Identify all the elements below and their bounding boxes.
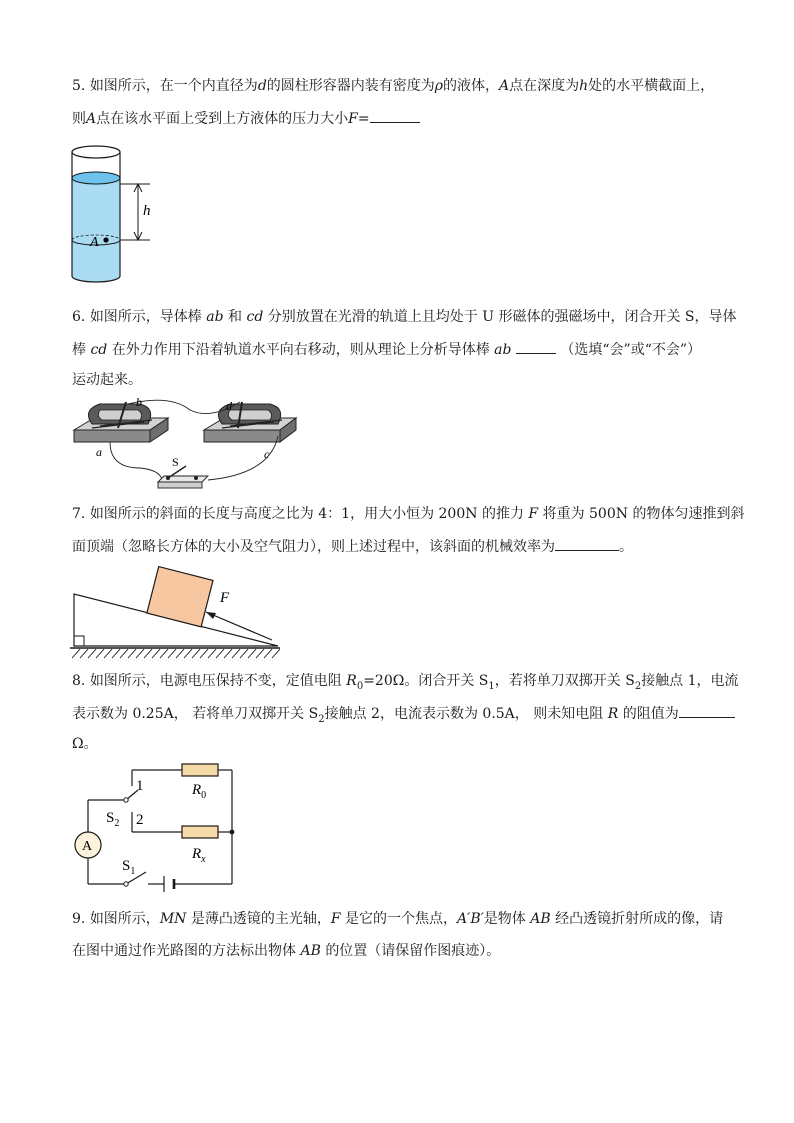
q7-line1: 7. 如图所示的斜面的长度与高度之比为 4：1，用大小恒为 200N 的推力 F 将重为 500N 的物体匀速推到斜 — [72, 506, 745, 522]
label-a: a — [96, 445, 102, 459]
s1-pivot — [124, 882, 128, 886]
junction — [230, 830, 235, 835]
label-s1: $S_1$ — [122, 858, 136, 877]
label-a: A — [90, 235, 99, 250]
q6-line1: 6. 如图所示，导体棒 ab 和 cd 分别放置在光滑的轨道上且均处于 U 形磁体的强磁场中，闭合开关 S，导体 — [72, 309, 737, 325]
q9-line2: 在图中通过作光路图的方法标出物体 AB 的位置（请保留作图痕迹）。 — [72, 943, 501, 959]
q6-line2: 棒 cd 在外力作用下沿着轨道水平向右移动，则从理论上分析导体棒 ab （选填“会”或“不会”） — [72, 339, 701, 360]
label-r0: $R_0$ — [192, 782, 207, 801]
q5-cylinder-figure — [66, 140, 176, 292]
label-c: c — [264, 447, 270, 461]
liquid — [72, 178, 120, 282]
s2-pivot — [124, 798, 128, 802]
switch-s — [158, 476, 208, 482]
resistor-rx — [182, 826, 218, 838]
svg-text:A: A — [82, 839, 93, 854]
cylinder-top — [72, 146, 120, 158]
q5-number: 5. — [72, 78, 86, 94]
q6-answer-blank[interactable] — [516, 339, 556, 354]
label-s: S — [172, 455, 179, 469]
q6-number: 6. — [72, 309, 86, 325]
label-contact-2: 2 — [136, 812, 144, 828]
label-s2: $S_2$ — [106, 810, 120, 829]
q9-number: 9. — [72, 911, 86, 927]
label-b: b — [136, 396, 142, 409]
q8-circuit-figure — [70, 760, 246, 894]
q5-answer-blank[interactable] — [370, 108, 420, 123]
q7-number: 7. — [72, 506, 86, 522]
q8-line3: Ω。 — [72, 736, 98, 752]
q8-number: 8. — [72, 673, 86, 689]
q8-answer-blank[interactable] — [679, 703, 735, 718]
q5-line1: 5. 如图所示，在一个内直径为d的圆柱形容器内装有密度为ρ的液体，A点在深度为h处的水平横截面上， — [72, 78, 715, 94]
label-h: h — [143, 203, 151, 219]
q8-line2: 表示数为 0.25A， 若将单刀双掷开关 $S_2$接触点 2，电流表示数为 0.5A， 则未知电阻 R 的阻值为 — [72, 703, 735, 730]
q7-answer-blank[interactable] — [555, 536, 619, 551]
q7-incline-figure — [66, 560, 286, 664]
label-f: F — [220, 590, 230, 606]
q6-magnets-figure — [70, 396, 306, 494]
q8-line1: 8. 如图所示，电源电压保持不变，定值电阻 $R_0=20\Omega$。闭合开关 $S_1$，若将单刀双掷开关 $S_2$接触点 1，电流 — [72, 673, 739, 692]
resistor-r0 — [182, 764, 218, 776]
q9-line1: 9. 如图所示，MN 是薄凸透镜的主光轴，F 是它的一个焦点，A′B′是物体 AB 经凸透镜折射所成的像，请 — [72, 911, 724, 927]
label-rx: $R_x$ — [192, 846, 206, 865]
label-contact-1: 1 — [136, 778, 144, 794]
label-d: d — [226, 399, 232, 413]
q6-line3: 运动起来。 — [72, 372, 142, 388]
point-a — [103, 237, 108, 242]
q5-line2: 则A点在该水平面上受到上方液体的压力大小F= — [72, 108, 420, 129]
q7-line2: 面顶端（忽略长方体的大小及空气阻力），则上述过程中，该斜面的机械效率为 。 — [72, 536, 633, 557]
